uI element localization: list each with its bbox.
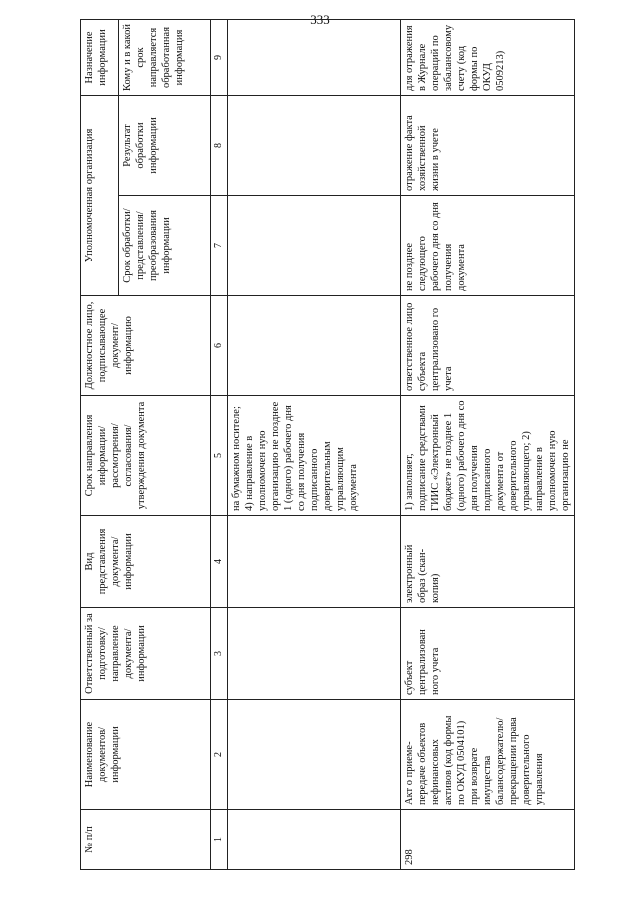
header-col-8: Результат обработки информации [119,96,211,196]
header-row-top [81,20,119,870]
column-number: 5 [211,396,228,516]
cell-signing-official: ответственное лицо субъекта централизовано го учета [401,296,575,396]
header-group-purpose: Назначение информации [81,20,119,96]
cell-col-6 [228,296,401,396]
cell-row-number: 298 [401,810,575,870]
cell-col-9 [228,20,401,96]
header-col-3: Ответственный за подготовку/ направление документа/ информации [81,608,211,700]
cell-processing-deadline: не позднее следующего рабочего дня со дня получения документа [401,196,575,296]
header-col-7: Срок обработки/ представления/ преобразования информации [119,196,211,296]
table-row-298 [401,20,575,870]
cell-col-2 [228,700,401,810]
header-col-9: Кому и в какой срок направляется обработанная информация [119,20,211,96]
cell-col-1 [228,810,401,870]
column-number: 1 [211,810,228,870]
header-col-4: Вид представления документа/ информации [81,516,211,608]
rotated-table-container [80,20,620,870]
column-number: 2 [211,700,228,810]
header-col-6: Должностное лицо, подписывающее документ/ информацию [81,296,211,396]
cell-presentation-type: электронный образ (скан-копия) [401,516,575,608]
cell-deadline: 1) заполняет, подписание средствами ГИИС «Электронный бюджет» не позднее 1 (одного) рабочего дня со дня получения подписанного документа от доверительного управляющего; 2) направление в уполномочен ную организацию не [401,396,575,516]
cell-col-4 [228,516,401,608]
cell-recipient: для отражения в Журнале операций по забалансовому счету (код формы по ОКУД 0509213) [401,20,575,96]
header-col-2: Наименование документов/ информации [81,700,211,810]
cell-processing-result: отражение факта хозяйственной жизни в учете [401,96,575,196]
column-number-row [211,20,228,870]
column-number: 9 [211,20,228,96]
cell-col-7 [228,196,401,296]
header-group-authorized-org: Уполномоченная организация [81,96,119,296]
cell-col-3 [228,608,401,700]
document-table [80,19,575,870]
column-number: 6 [211,296,228,396]
cell-responsible: субъект централизован ного учета [401,608,575,700]
cell-document-name: Акт о приеме-передаче объектов нефинансовых активов (код формы по ОКУД 0504101) при возврате имущества балансодержателю/ прекращении права доверительного управления [401,700,575,810]
header-col-5: Срок направления информации/ рассмотрения/ согласования/ утверждения документа [81,396,211,516]
column-number: 3 [211,608,228,700]
page-number: 333 [310,12,330,27]
header-col-1: № п/п [81,810,211,870]
column-number: 7 [211,196,228,296]
cell-col-8 [228,96,401,196]
column-number: 8 [211,96,228,196]
cell-col-5: на бумажном носителе; 4) направление в уполномочен ную организацию не позднее 1 (одного) рабочего дня со дня получения подписанного доверительным управляющим документа [228,396,401,516]
column-number: 4 [211,516,228,608]
table-row-continuation [228,20,401,870]
